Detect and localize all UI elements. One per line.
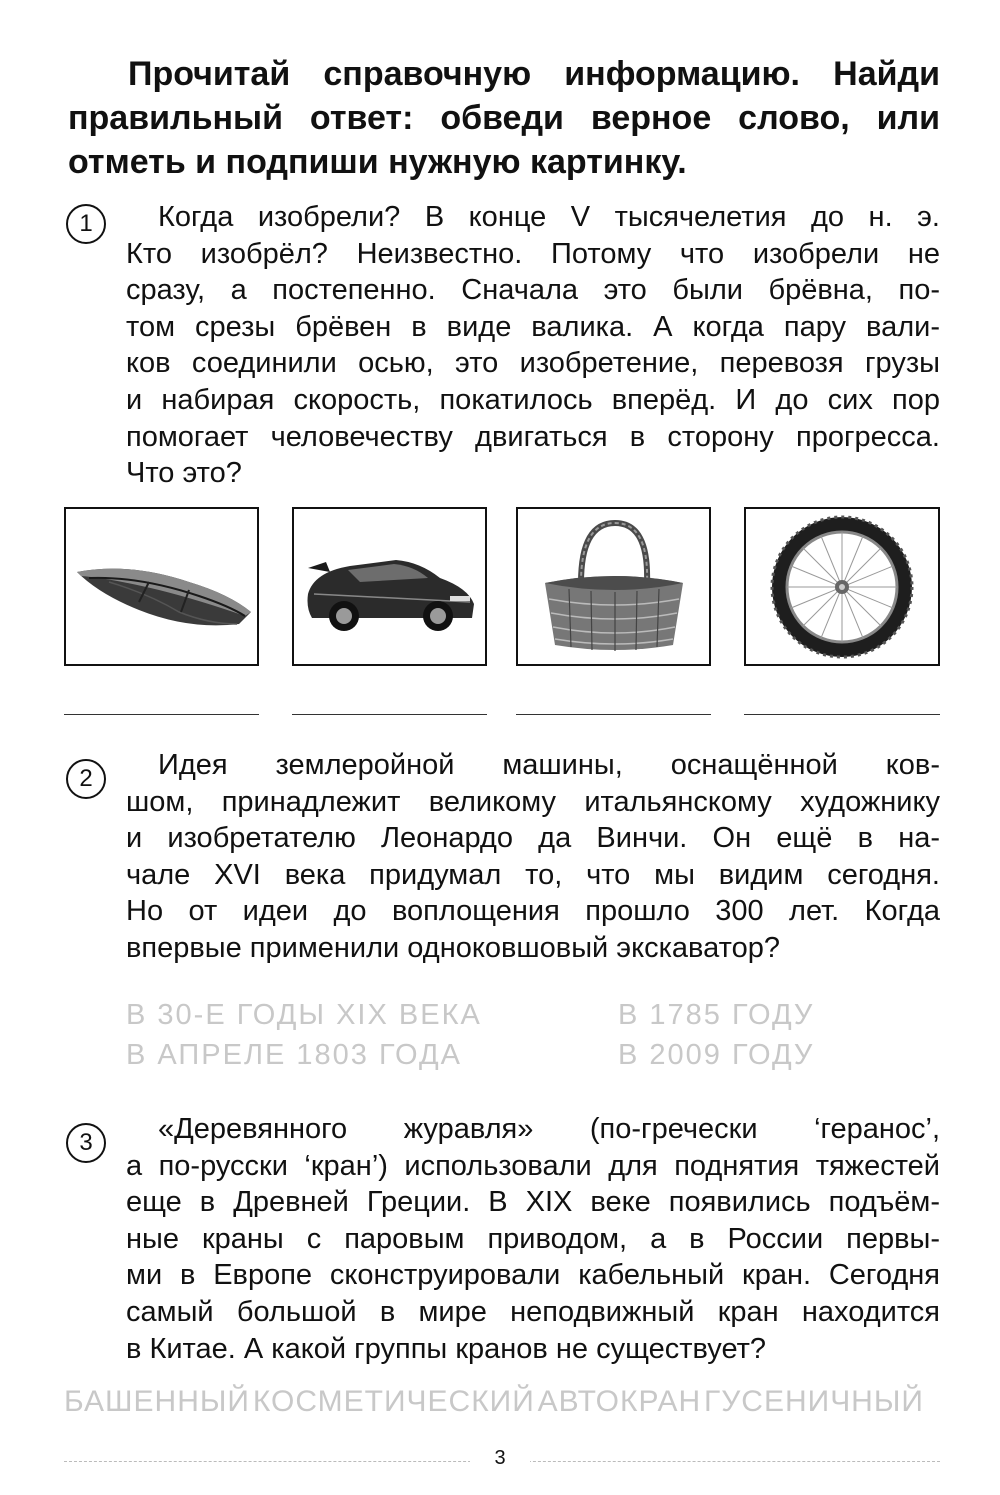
heading-line: правильный ответ: обведи верное слово, или [68,99,940,137]
answer-option[interactable]: В 1785 ГОДУ [618,999,815,1031]
text-line: ми в Европе сконструировали кабельный кран. Сегодня [126,1259,940,1292]
picture-boat[interactable] [64,507,259,666]
task-2-number: 2 [66,759,106,799]
answer-option[interactable]: В 30-Е ГОДЫ XIX ВЕКА [126,999,482,1031]
text-line: Когда изобрели? В конце V тысячелетия до н. э. [158,201,940,233]
text-line: в Китае. А какой группы кранов не существует? [126,1332,767,1365]
answer-option[interactable]: БАШЕННЫЙ [64,1385,250,1418]
text-line: Идея землеройной машины, оснащённой ков- [158,749,940,781]
answer-option[interactable]: АВТОКРАН [537,1385,702,1418]
answer-line-1[interactable] [64,714,259,715]
boat-icon [69,532,254,642]
answer-line-3[interactable] [516,714,711,715]
text-line: «Деревянного журавля» (по-гречески ‘геранос’, [158,1113,940,1145]
answer-line-2[interactable] [292,714,487,715]
answer-option[interactable]: КОСМЕТИЧЕСКИЙ [252,1385,535,1418]
text-line: Но от идеи до воплощения прошло 300 лет. Когда [126,895,940,928]
text-line: ков соединили осью, это изобретение, перевозя грузы [126,347,940,380]
text-line: еще в Древней Греции. В XIX веке появились подъём- [126,1186,940,1219]
text-line: и изобретателю Леонардо да Винчи. Он ещё в на- [126,822,940,855]
text-line: и набирая скорость, покатилось вперёд. И до сих пор [126,383,940,416]
wicker-basket-icon [529,517,699,657]
heading-line: отметь и подпиши нужную картинку. [68,143,687,181]
text-line: сразу, а постепенно. Сначала это были брёвна, по- [126,274,940,307]
answer-option[interactable]: ГУСЕНИЧНЫЙ [703,1385,924,1418]
text-line: Что это? [126,457,242,490]
text-line: ные краны с паровым приводом, а в России первы- [126,1222,940,1255]
text-line: чале XVI века придумал то, что мы видим сегодня. [126,858,940,891]
bicycle-wheel-icon [767,512,917,662]
text-line: том срезы брёвен в виде валика. А когда пару вали- [126,310,940,343]
task-3-text [126,1111,940,1367]
answer-option[interactable]: В 2009 ГОДУ [618,1039,815,1071]
task-1-text [126,199,940,492]
text-line: Кто изобрёл? Неизвестно. Потому что изобрели не [126,237,940,270]
picture-sports-car[interactable] [292,507,487,666]
task-2-text [126,747,940,967]
answer-line-4[interactable] [744,714,940,715]
text-line: помогает человечеству двигаться в сторону прогресса. [126,420,940,453]
answer-option[interactable]: В АПРЕЛЕ 1803 ГОДА [126,1039,462,1071]
task-1-number: 1 [66,204,106,244]
crane-options [64,1385,924,1419]
instructions-heading [68,52,940,184]
picture-wicker-basket[interactable] [516,507,711,666]
page-number: 3 [470,1443,530,1473]
text-line: а по-русски ‘кран’) использовали для поднятия тяжестей [126,1149,940,1182]
heading-line: Прочитай справочную информацию. Найди [128,55,940,93]
text-line: шом, принадлежит великому итальянскому художнику [126,785,940,818]
sports-car-icon [300,532,480,642]
text-line: самый большой в мире неподвижный кран находится [126,1295,940,1328]
text-line: впервые применили одноковшовый экскаватор? [126,931,780,964]
picture-bicycle-wheel[interactable] [744,507,940,666]
task-3-number: 3 [66,1123,106,1163]
